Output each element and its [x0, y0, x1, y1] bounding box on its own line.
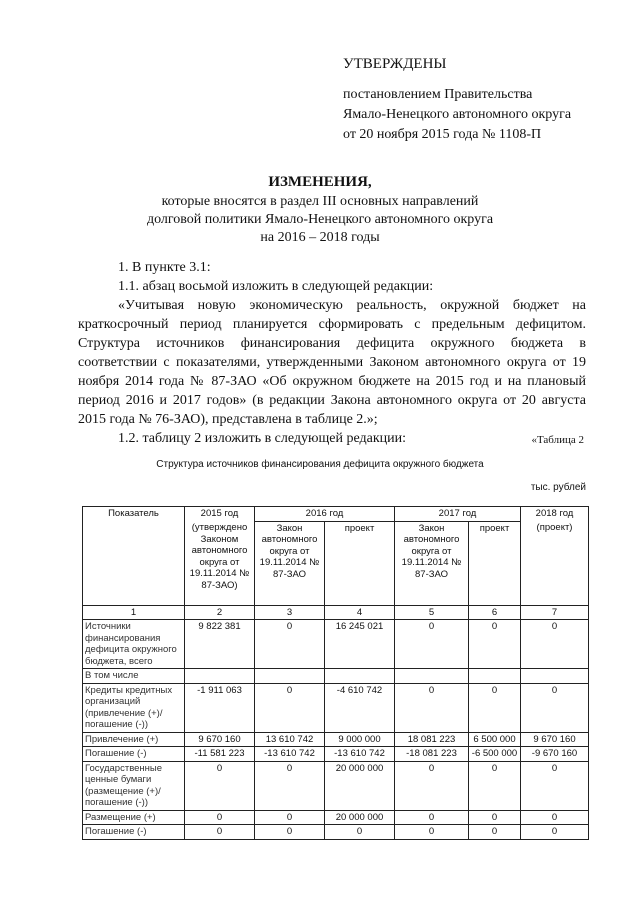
- row-label: Источники финансирования дефицита окружного бюджета, всего: [83, 620, 185, 669]
- cell-value: 18 081 223: [395, 732, 469, 747]
- cell-value: 0: [395, 761, 469, 810]
- paragraph-1: 1. В пункте 3.1:: [118, 260, 211, 275]
- cell-value: -1 911 063: [185, 683, 255, 732]
- table-row: [83, 747, 589, 762]
- cell-value: 0: [185, 825, 255, 840]
- header-2018-sub: (проект): [521, 521, 589, 605]
- paragraph-4: 1.2. таблицу 2 изложить в следующей редакции:: [118, 431, 407, 446]
- document-body: [78, 258, 586, 448]
- cell-value: 9 000 000: [325, 732, 395, 747]
- document-heading: [60, 173, 580, 247]
- row-label: Погашение (-): [83, 747, 185, 762]
- cell-value: 6 500 000: [469, 732, 521, 747]
- cell-value: 9 670 160: [521, 732, 589, 747]
- approval-line-3: от 20 ноября 2015 года № 1108-П: [343, 127, 542, 142]
- cell-value: 9 822 381: [185, 620, 255, 669]
- cell-value: [469, 669, 521, 684]
- heading-line-2: долговой политики Ямало-Ненецкого автономного округа: [146, 212, 494, 227]
- header-indicator: Показатель: [83, 507, 185, 606]
- cell-value: 0: [395, 825, 469, 840]
- column-index: 5: [395, 605, 469, 620]
- cell-value: [395, 669, 469, 684]
- cell-value: 0: [325, 825, 395, 840]
- cell-value: 13 610 742: [255, 732, 325, 747]
- column-index: 4: [325, 605, 395, 620]
- cell-value: 20 000 000: [325, 810, 395, 825]
- table-row: [83, 732, 589, 747]
- column-index: 3: [255, 605, 325, 620]
- table-row: [83, 761, 589, 810]
- cell-value: -6 500 000: [469, 747, 521, 762]
- cell-value: 0: [185, 761, 255, 810]
- cell-value: 9 670 160: [185, 732, 255, 747]
- header-2017-law: Закон автономного округа от 19.11.2014 № 87-ЗАО: [395, 521, 469, 605]
- heading-title: ИЗМЕНЕНИЯ,: [268, 174, 372, 190]
- table-row: [83, 810, 589, 825]
- header-2018: 2018 год: [521, 507, 589, 522]
- row-label: В том числе: [83, 669, 185, 684]
- paragraph-3: «Учитывая новую экономическую реальность, окружной бюджет на краткосрочный период планируется сформировать с предельным дефицитом. Структура источников финансирования дефицита окружного бюджета в соответствии с показателями, утвержденными Законом автономного округа от 19 ноября 2014 года № 87-ЗАО «Об окружном бюджете на 2015 год и на плановый период 2016 и 2017 годов» (в редакции Закона автономного округа от 20 августа 2015 года № 76-ЗАО), представлена в таблице 2.»;: [78, 298, 586, 427]
- cell-value: 0: [521, 683, 589, 732]
- row-label: Погашение (-): [83, 825, 185, 840]
- paragraph-2: 1.1. абзац восьмой изложить в следующей редакции:: [118, 279, 434, 294]
- cell-value: 0: [521, 620, 589, 669]
- table-row: [83, 683, 589, 732]
- header-2015: 2015 год: [185, 507, 255, 522]
- approval-block: [343, 54, 623, 145]
- approval-line-1: постановлением Правительства: [343, 87, 533, 102]
- cell-value: -4 610 742: [325, 683, 395, 732]
- cell-value: 0: [255, 683, 325, 732]
- cell-value: -18 081 223: [395, 747, 469, 762]
- header-2016-law: Закон автономного округа от 19.11.2014 № 87-ЗАО: [255, 521, 325, 605]
- cell-value: 20 000 000: [325, 761, 395, 810]
- cell-value: -11 581 223: [185, 747, 255, 762]
- approval-title: УТВЕРЖДЕНЫ: [343, 56, 447, 72]
- cell-value: 0: [395, 683, 469, 732]
- cell-value: 0: [469, 683, 521, 732]
- heading-line-1: которые вносятся в раздел III основных направлений: [161, 194, 479, 209]
- table-row: [83, 825, 589, 840]
- cell-value: 0: [469, 620, 521, 669]
- cell-value: 0: [185, 810, 255, 825]
- header-2017: 2017 год: [395, 507, 521, 522]
- cell-value: 0: [255, 825, 325, 840]
- cell-value: [255, 669, 325, 684]
- column-index: 1: [83, 605, 185, 620]
- header-2016: 2016 год: [255, 507, 395, 522]
- cell-value: 0: [395, 620, 469, 669]
- table-title: Структура источников финансирования дефицита окружного бюджета: [156, 459, 484, 470]
- row-label: Кредиты кредитных организаций (привлечение (+)/ погашение (-)): [83, 683, 185, 732]
- row-label: Размещение (+): [83, 810, 185, 825]
- cell-value: 0: [469, 810, 521, 825]
- cell-value: 0: [255, 810, 325, 825]
- cell-value: 0: [395, 810, 469, 825]
- cell-value: 0: [521, 761, 589, 810]
- cell-value: 0: [521, 810, 589, 825]
- units-label: тыс. рублей: [530, 482, 586, 493]
- header-2015-sub: (утверждено Законом автономного округа от 19.11.2014 № 87-ЗАО): [185, 521, 255, 605]
- header-2016-project: проект: [325, 521, 395, 605]
- cell-value: 0: [469, 761, 521, 810]
- header-2017-project: проект: [469, 521, 521, 605]
- cell-value: [185, 669, 255, 684]
- row-label: Государственные ценные бумаги (размещение (+)/ погашение (-)): [83, 761, 185, 810]
- cell-value: -13 610 742: [325, 747, 395, 762]
- table-label: «Таблица 2: [531, 434, 584, 446]
- cell-value: 0: [521, 825, 589, 840]
- table-row: [83, 620, 589, 669]
- heading-line-3: на 2016 – 2018 годы: [260, 230, 380, 245]
- column-index: 2: [185, 605, 255, 620]
- cell-value: 16 245 021: [325, 620, 395, 669]
- financing-table: [82, 506, 589, 840]
- cell-value: [325, 669, 395, 684]
- cell-value: [521, 669, 589, 684]
- column-index: 6: [469, 605, 521, 620]
- column-index: 7: [521, 605, 589, 620]
- row-label: Привлечение (+): [83, 732, 185, 747]
- cell-value: 0: [255, 761, 325, 810]
- table-row: [83, 669, 589, 684]
- approval-line-2: Ямало-Ненецкого автономного округа: [343, 107, 572, 122]
- cell-value: 0: [255, 620, 325, 669]
- cell-value: -9 670 160: [521, 747, 589, 762]
- cell-value: 0: [469, 825, 521, 840]
- cell-value: -13 610 742: [255, 747, 325, 762]
